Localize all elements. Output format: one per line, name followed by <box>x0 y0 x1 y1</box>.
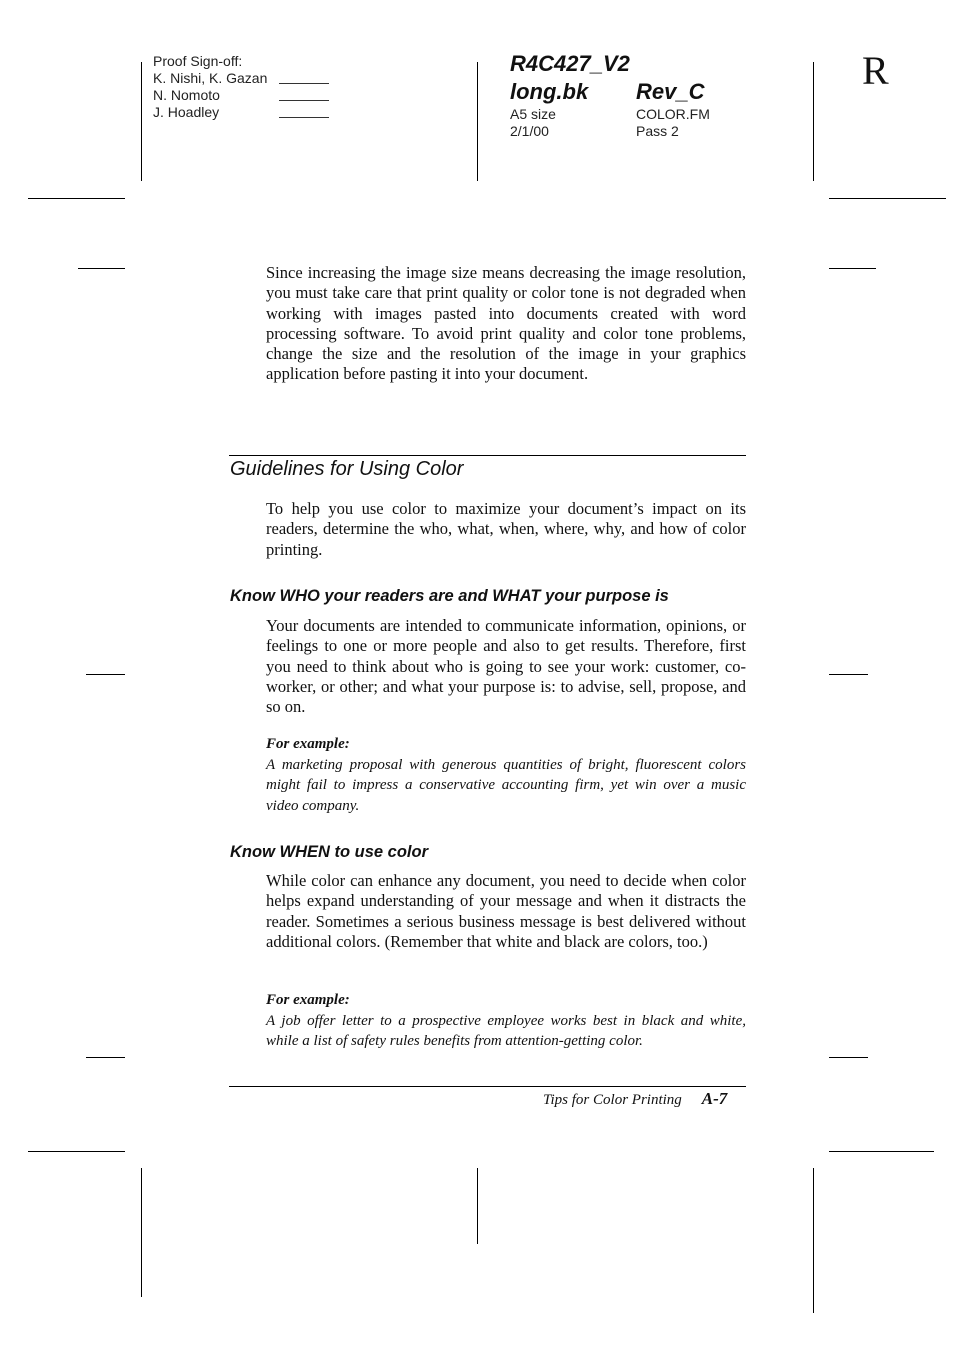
crop-mark <box>829 268 876 269</box>
signature-blank <box>279 87 329 101</box>
signoff-row <box>153 104 329 121</box>
subsection-title-when: Know WHEN to use color <box>230 843 428 861</box>
page-number: A-7 <box>701 1089 728 1108</box>
proof-signoff <box>153 53 329 121</box>
crop-mark <box>477 62 478 181</box>
signature-blank <box>279 104 329 118</box>
meta-row <box>510 123 710 140</box>
meta-row <box>510 106 710 123</box>
pass: Pass 2 <box>636 122 679 139</box>
date: 2/1/00 <box>510 122 549 139</box>
example-label: For example: <box>266 736 350 752</box>
example-block <box>266 734 746 816</box>
signoff-row <box>153 87 329 104</box>
signer-name: J. Hoadley <box>153 104 220 120</box>
page-footer <box>543 1089 727 1109</box>
book-meta <box>510 106 710 139</box>
crop-mark <box>78 268 125 269</box>
footer-chapter: Tips for Color Printing <box>543 1092 682 1108</box>
crop-mark <box>28 1151 125 1152</box>
example-label: For example: <box>266 992 350 1008</box>
signoff-title: Proof Sign-off: <box>153 53 243 69</box>
crop-mark <box>28 198 125 199</box>
subsection-body-who-what: Your documents are intended to communicate information, opinions, or feelings to one or more people and also to get results. Therefore, first you need to think about who is going to see your work: customer, co-worker, or other; and what your purpose is: to advise, sell, propose, and so on. <box>266 616 746 717</box>
footer-rule <box>229 1086 746 1087</box>
book-file: long.bk <box>510 79 589 104</box>
signoff-row <box>153 70 329 87</box>
crop-mark <box>477 1168 478 1244</box>
crop-mark <box>141 1168 142 1297</box>
crop-mark <box>813 1168 814 1313</box>
crop-mark <box>829 1151 934 1152</box>
crop-mark <box>829 1057 868 1058</box>
section-rule <box>229 455 746 456</box>
page-size: A5 size <box>510 106 556 122</box>
file-name: COLOR.FM <box>636 106 710 122</box>
signer-name: N. Nomoto <box>153 87 220 103</box>
book-info <box>510 50 704 106</box>
crop-mark <box>86 674 125 675</box>
intro-paragraph: Since increasing the image size means decreasing the image resolution, you must take care that print quality or color tone is not degraded when working with images pasted into documents created with word processing software. To avoid print quality and color tone problems, change the size and the resolution of the image in your graphics application before pasting it into your document. <box>266 263 746 384</box>
crop-mark <box>86 1057 125 1058</box>
crop-mark <box>829 674 868 675</box>
section-title: Guidelines for Using Color <box>230 458 464 480</box>
example-text: A marketing proposal with generous quantities of bright, fluorescent colors might fail to impress a conservative accounting firm, yet win over a music video company. <box>266 756 746 814</box>
book-revision: Rev_C <box>636 79 705 104</box>
signer-name: K. Nishi, K. Gazan <box>153 70 268 86</box>
book-code: R4C427_V2 <box>510 51 630 76</box>
subsection-title-who-what: Know WHO your readers are and WHAT your purpose is <box>230 587 669 605</box>
right-page-mark: R <box>862 48 889 93</box>
subsection-body-when: While color can enhance any document, you need to decide when color helps expand understanding of your message and when it distracts the reader. Sometimes a serious business message is best delivered without additional colors. (Remember that white and black are colors, too.) <box>266 871 746 951</box>
signature-blank <box>279 70 329 84</box>
example-text: A job offer letter to a prospective employee works best in black and white, while a list of safety rules benefits from attention-getting color. <box>266 1012 746 1049</box>
book-line-2 <box>510 78 704 106</box>
section-intro: To help you use color to maximize your document’s impact on its readers, determine the who, what, when, where, why, and how of color printing. <box>266 499 746 559</box>
crop-mark <box>829 198 946 199</box>
example-block <box>266 990 746 1052</box>
crop-mark <box>813 62 814 181</box>
crop-mark <box>141 62 142 181</box>
